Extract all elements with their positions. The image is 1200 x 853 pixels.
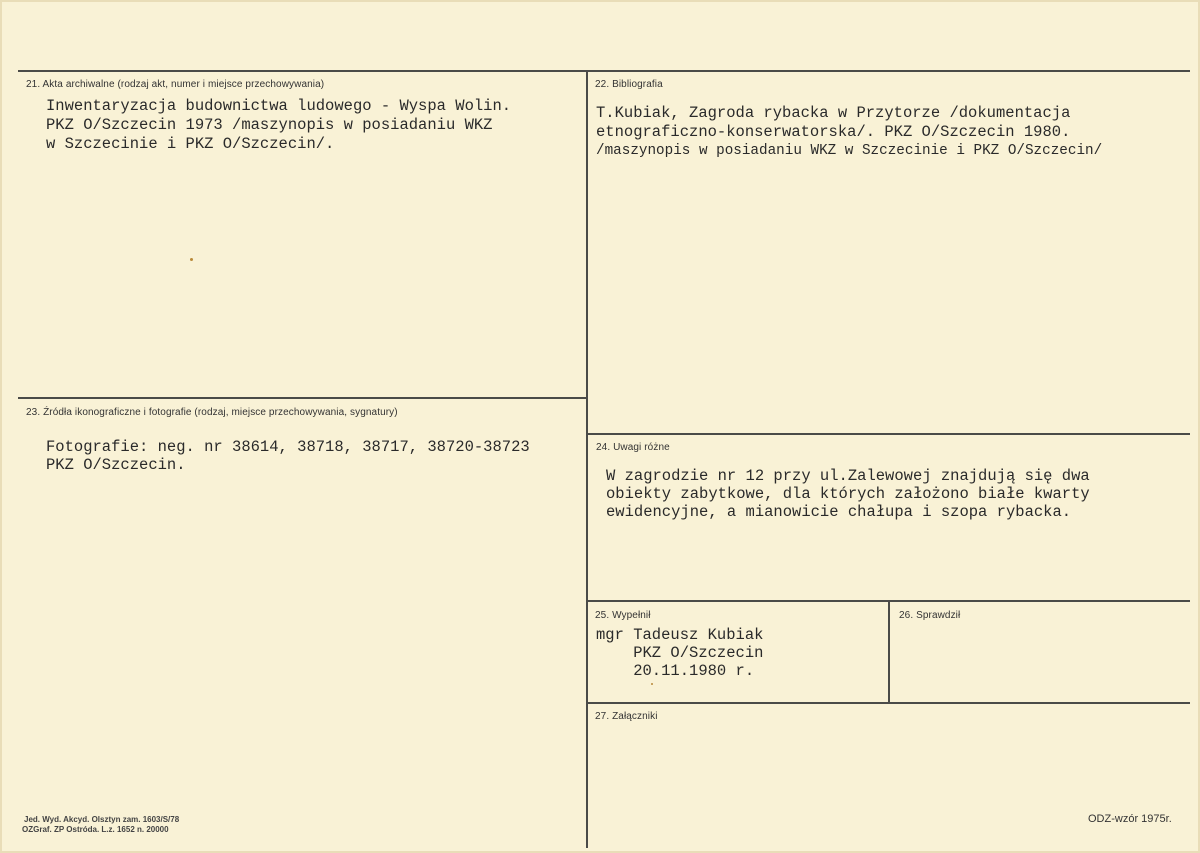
section-23-label: 23. Źródła ikonograficzne i fotografie (rodzaj, miejsce przechowywania, sygnatury) [26, 407, 398, 418]
section-23-line-2: PKZ O/Szczecin. [46, 456, 186, 474]
top-rule [18, 70, 1190, 72]
section-25-line-3: 20.11.1980 r. [596, 662, 755, 680]
section-22-line-3: /maszynopis w posiadaniu WKZ w Szczecinie i PKZ O/Szczecin/ [596, 143, 1103, 159]
section-24-label: 24. Uwagi różne [596, 442, 670, 453]
center-divider [586, 70, 588, 848]
section-21-label: 21. Akta archiwalne (rodzaj akt, numer i miejsce przechowywania) [26, 79, 325, 90]
section-24-line-3: ewidencyjne, a mianowicie chałupa i szopa rybacka. [606, 503, 1072, 521]
rule-25-27 [587, 702, 1190, 704]
section-25-line-1: mgr Tadeusz Kubiak [596, 626, 764, 644]
printer-imprint-line-2: OZGraf. ZP Ostróda. L.z. 1652 n. 20000 [22, 825, 169, 834]
section-24-line-1: W zagrodzie nr 12 przy ul.Zalewowej znajdują się dwa [606, 467, 1090, 485]
printer-imprint-line-1: Jed. Wyd. Akcyd. Olsztyn zam. 1603/S/78 [24, 815, 180, 824]
section-22-line-1: T.Kubiak, Zagroda rybacka w Przytorze /dokumentacja [596, 104, 1071, 122]
divider-25-26 [888, 600, 890, 703]
section-21-line-1: Inwentaryzacja budownictwa ludowego - Wyspa Wolin. [46, 97, 512, 115]
rule-22-24 [587, 433, 1190, 435]
section-24-line-2: obiekty zabytkowe, dla których założono białe kwarty [606, 485, 1090, 503]
section-25-line-2: PKZ O/Szczecin [596, 644, 764, 662]
section-25-label: 25. Wypełnił [595, 610, 651, 621]
section-21-line-2: PKZ O/Szczecin 1973 /maszynopis w posiadaniu WKZ [46, 116, 493, 134]
paper-speck [190, 258, 193, 261]
section-26-label: 26. Sprawdził [899, 610, 961, 621]
paper-speck [651, 683, 653, 685]
section-23-line-1: Fotografie: neg. nr 38614, 38718, 38717, 38720-38723 [46, 438, 530, 456]
form-version: ODZ-wzór 1975r. [1088, 813, 1172, 825]
section-27-label: 27. Załączniki [595, 711, 658, 722]
section-22-label: 22. Bibliografia [595, 79, 663, 90]
section-22-line-2: etnograficzno-konserwatorska/. PKZ O/Szczecin 1980. [596, 123, 1071, 141]
section-21-line-3: w Szczecinie i PKZ O/Szczecin/. [46, 135, 335, 153]
rule-21-23 [18, 397, 587, 399]
